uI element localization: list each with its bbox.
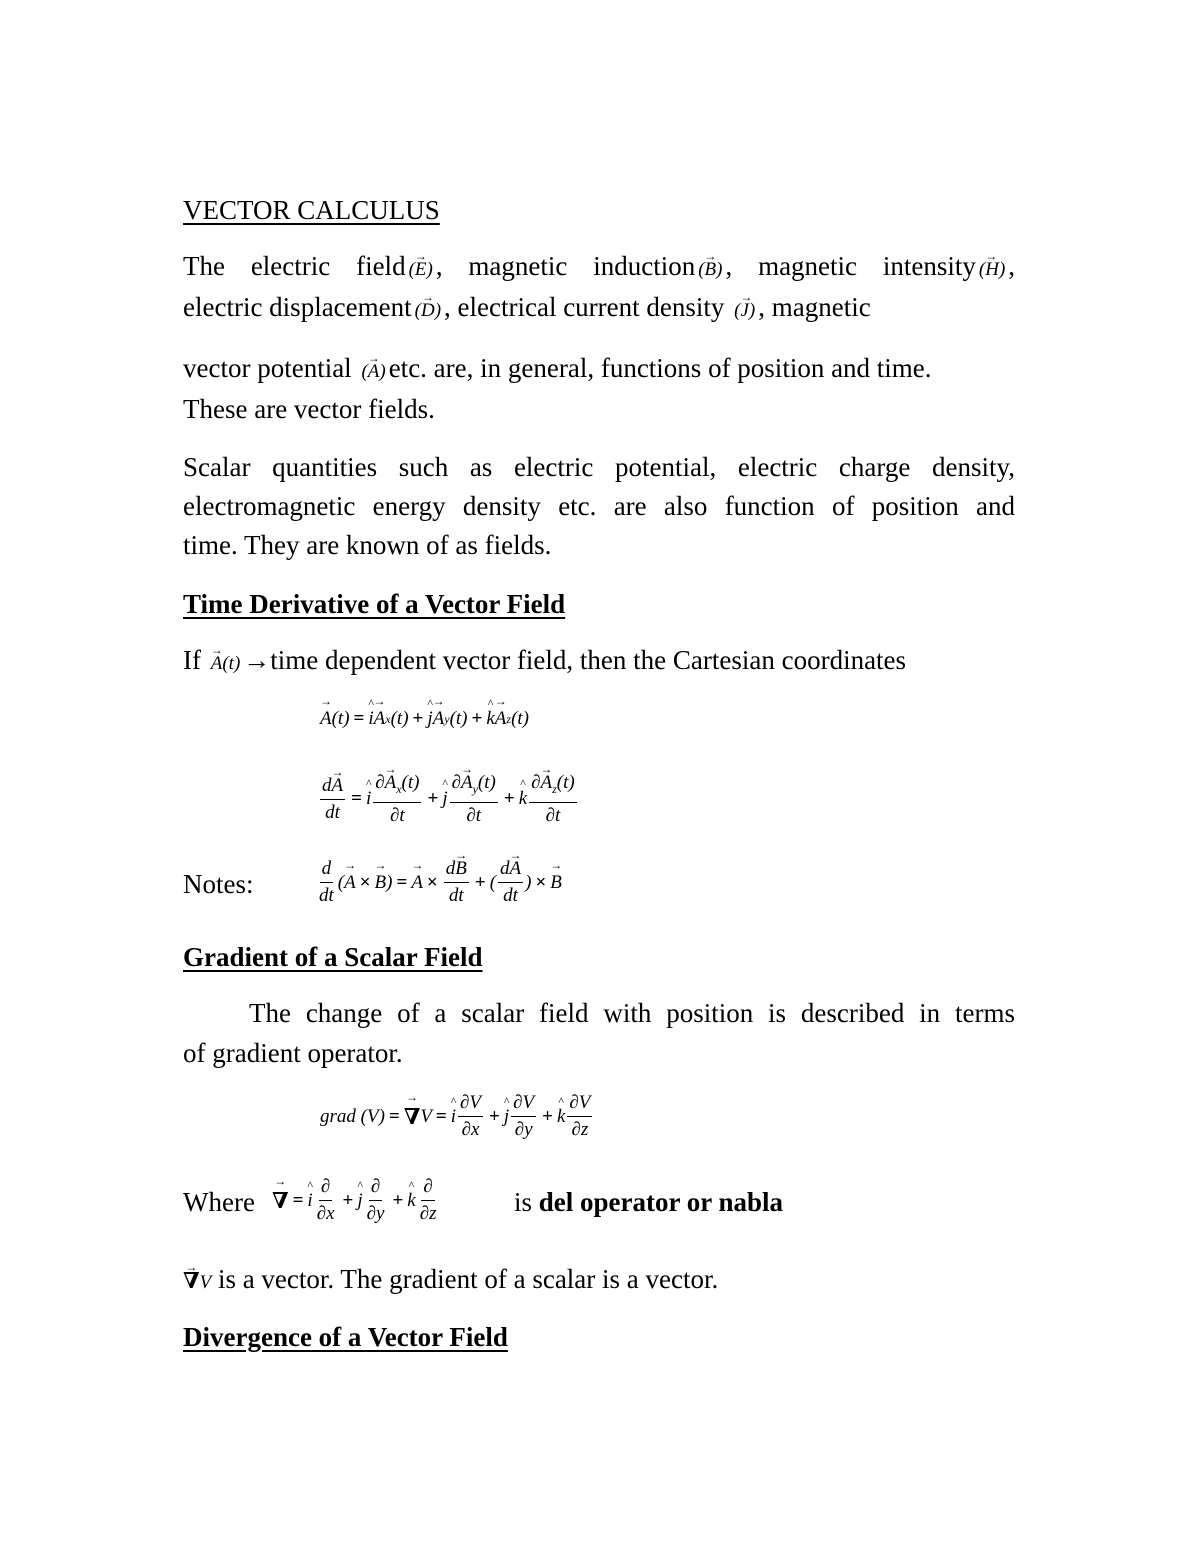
gradient-line-1: The change of a scalar field with position is described in terms [249,998,1015,1028]
equation-gradient: grad (V) = → ∇ V = ^ i $\frac{\partial V}{\partial x}$ + ^ j $\frac{\partial V}{\partial y}$ + ^ k $\frac{\partial V}{\partial z}$ [320,1092,594,1141]
time-derivative-heading: Time Derivative of a Vector Field [183,589,566,619]
symbol-e: → E [415,251,427,289]
equation-nabla: → ∇ = ^ i $\frac{\partial}{\partial x}$ + ^ j $\frac{\partial}{\partial y}$ + ^ k $\frac{\partial}{\partial z}$ [272,1176,441,1225]
gradient-heading: Gradient of a Scalar Field [183,942,483,972]
intro-line-4: These are vector fields. [183,394,435,424]
symbol-a: → A [368,353,380,391]
scalar-line-1: Scalar quantities such as electric potential, electric charge density, [183,452,1015,482]
nabla-v-symbol: → ∇V [183,1262,211,1302]
gradient-vector-note: → ∇V is a vector. The gradient of a scalar is a vector. [183,1260,718,1302]
arrow-icon: → [243,645,271,675]
symbol-b: → B [705,251,717,289]
scalar-line-3: time. They are known of as fields. [183,530,552,560]
intro-line-2: electric displacement (→ D) , electrical current density (→ J) , magnetic [183,288,871,330]
symbol-h: → H [985,251,999,289]
nabla-definition: is del operator or nabla [514,1187,784,1217]
equation-cross-product-derivative: $\frac{d}{dt}$ ( → A × → B ) = → A × $\frac{d\to B}{dt}$ + ( $\frac{d\to A}{dt}$ ) × → B [315,858,562,907]
a-of-t-symbol: → A(t) [208,645,244,683]
symbol-j: → J [740,292,748,330]
gradient-line-2: of gradient operator. [183,1038,403,1068]
equation-time-derivative: $\frac{d\to A}{dt}$ = ^ i $\frac{\partial\to A_x(t)}{\partial t}$ + ^ j $\frac{\partial\to A_y(t)}{\partial t}$ + ^ k $\frac{\partial\to A_z(t)}{\partial t}$ [318,772,579,827]
where-label: Where [183,1187,255,1217]
intro-line-3: vector potential (→ A) etc. are, in general, functions of position and time. [183,349,932,391]
intro-line-1: The electric field (→ E) , magnetic induction (→ B) , magnetic intensity (→ H) , [183,247,1015,289]
equation-a-components: → A (t) = ^ i → A x (t) + ^ j → A y (t) + ^ k → A z (t) [320,708,529,730]
notes-label: Notes: [183,869,254,899]
page-title: VECTOR CALCULUS [183,195,440,225]
symbol-d: → D [421,292,435,330]
if-line: If → A(t) →time dependent vector field, then the Cartesian coordinates [183,641,906,683]
scalar-line-2: electromagnetic energy density etc. are also function of position and [183,491,1015,521]
divergence-heading: Divergence of a Vector Field [183,1322,508,1352]
